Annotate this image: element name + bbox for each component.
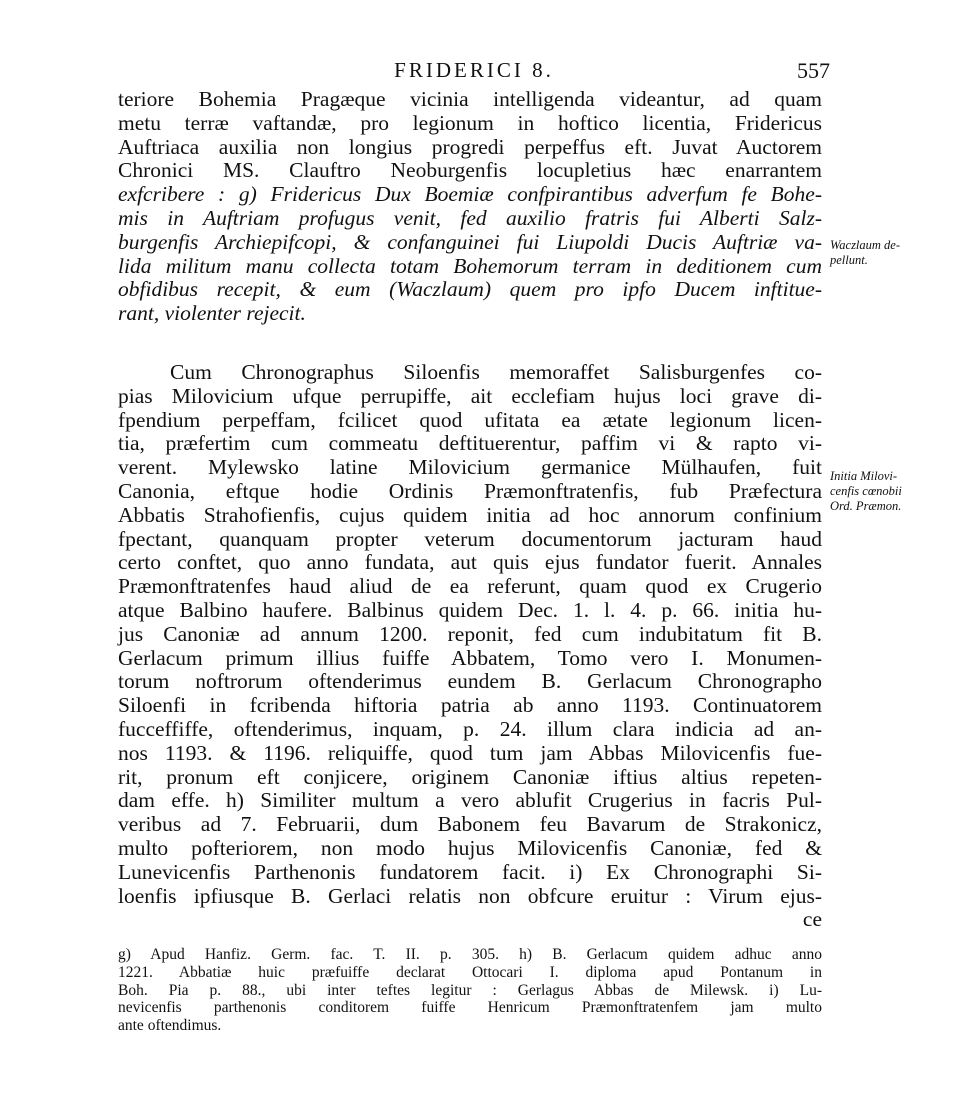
paragraph-chronicle-quote xyxy=(118,88,822,326)
page-number: 557 xyxy=(797,58,830,83)
margin-note-line: Ord. Præmon. xyxy=(830,499,902,513)
catchword: ce xyxy=(802,907,822,932)
text-line: verent. Mylewsko latine Milovicium germanice Mülhaufen, fuit xyxy=(118,455,822,480)
text-line-italic: rant, violenter rejecit. xyxy=(118,301,306,326)
footnote-line: 1221. Abbatiæ huic præfuiffe declarat Ottocari I. diploma apud Pontanum in xyxy=(118,963,822,981)
text-line: Lunevicenfis Parthenonis fundatorem facit. i) Ex Chronographi Si- xyxy=(118,859,822,884)
text-line: nos 1193. & 1196. reliquiffe, quod tum jam Abbas Milovicenfis fue- xyxy=(118,740,822,765)
text-line-italic: burgenfis Archiepifcopi, & confanguinei fui Liupoldi Ducis Auftriæ va- xyxy=(118,229,822,254)
footnote-line: nevicenfis parthenonis conditorem fuiffe Henricum Præmonftratenfem jam multo xyxy=(118,999,822,1017)
text-line: Gerlacum primum illius fuiffe Abbatem, Tomo vero I. Monumen- xyxy=(118,645,822,670)
text-line: Auftriaca auxilia non longius progredi perpeffus eft. Juvat Auctorem xyxy=(118,134,822,159)
footnote-line: g) Apud Hanfiz. Germ. fac. T. II. p. 305. h) B. Gerlacum quidem adhuc anno xyxy=(118,946,822,963)
text-line: certo conftet, quo anno fundata, aut quis ejus fundator fuerit. Annales xyxy=(118,550,822,575)
text-line: fpectant, quanquam propter veterum documentorum jacturam haud xyxy=(118,526,822,551)
text-line: multo pofteriorem, non modo hujus Milovicenfis Canoniæ, fed & xyxy=(118,835,822,860)
running-head xyxy=(118,58,830,88)
text-line: torum noftrorum oftenderimus eundem B. Gerlacum Chronographo xyxy=(118,669,822,694)
text-line: rit, pronum eft conjicere, originem Canoniæ iftius altius repeten- xyxy=(118,764,822,789)
text-line: tia, præfertim cum commeatu deftituerentur, paffim vi & rapto vi- xyxy=(118,431,822,456)
text-line: Siloenfi in fcribenda hiftoria patria ab anno 1193. Continuatorem xyxy=(118,693,822,718)
margin-note-line: cenfis cœnobii xyxy=(830,484,902,498)
text-line: Præmonftratenfes haud aliud de ea referunt, quam quod ex Crugerio xyxy=(118,574,822,599)
text-line-italic: lida militum manu collecta totam Bohemorum terram in deditionem cum xyxy=(118,253,822,278)
text-line-italic: exfcribere : g) Fridericus Dux Boemiæ confpirantibus adverfum fe Bohe- xyxy=(118,182,822,207)
text-line: fucceffiffe, oftenderimus, inquam, p. 24. illum clara indicia ad an- xyxy=(118,716,822,741)
text-line-italic: mis in Auftriam profugus venit, fed auxilio fratris fui Alberti Salz- xyxy=(118,205,822,230)
margin-note-line: pellunt. xyxy=(830,253,868,267)
margin-note-waczlaum xyxy=(830,238,958,268)
footnote-line: ante oftendimus. xyxy=(118,1017,222,1035)
margin-note-line: Initia Milovi- xyxy=(830,469,897,483)
text-line-italic: obfidibus recepit, & eum (Waczlaum) quem pro ipfo Ducem inftitue- xyxy=(118,277,822,302)
text-line: atque Balbino haufere. Balbinus quidem Dec. 1. l. 4. p. 66. initia hu- xyxy=(118,597,822,622)
text-line: fpendium perpeffam, fcilicet quod ufitata ea ætate legionum licen- xyxy=(118,407,822,432)
text-line: dam effe. h) Similiter multum a vero ablufit Crugerius in facris Pul- xyxy=(118,788,822,813)
text-line: teriore Bohemia Pragæque vicinia intelligenda videantur, ad quam xyxy=(118,87,822,111)
paragraph-milovicium xyxy=(118,361,822,932)
text-line: pias Milovicium ufque perrupiffe, ait ecclefiam hujus loci grave di- xyxy=(118,383,822,408)
text-line: veribus ad 7. Februarii, dum Babonem feu Bavarum de Strakonicz, xyxy=(118,812,822,837)
text-line: metu terræ vaftandæ, pro legionum in hoftico licentia, Fridericus xyxy=(118,110,822,135)
margin-note-initia xyxy=(830,469,958,514)
margin-note-line: Waczlaum de- xyxy=(830,238,901,252)
text-line: jus Canoniæ ad annum 1200. reponit, fed cum indubitatum fit B. xyxy=(118,621,822,646)
text-line: Cum Chronographus Siloenfis memoraffet Salisburgenfes co- xyxy=(170,360,822,384)
text-line: Chronici MS. Clauftro Neoburgenfis locupletius hæc enarrantem xyxy=(118,158,822,183)
running-title: FRIDERICI 8. xyxy=(394,58,554,82)
text-line: Abbatis Strahofienfis, cujus quidem initia ad hoc annorum confinium xyxy=(118,502,822,527)
footnote-line: Boh. Pia p. 88., ubi inter teftes legitur : Gerlagus Abbas de Milewsk. i) Lu- xyxy=(118,981,822,999)
footnotes xyxy=(118,946,822,1035)
text-line: Canonia, eftque hodie Ordinis Præmonftratenfis, fub Præfectura xyxy=(118,478,822,503)
text-line: loenfis ipfiusque B. Gerlaci relatis non obfcure eruitur : Virum ejus- xyxy=(118,883,822,908)
